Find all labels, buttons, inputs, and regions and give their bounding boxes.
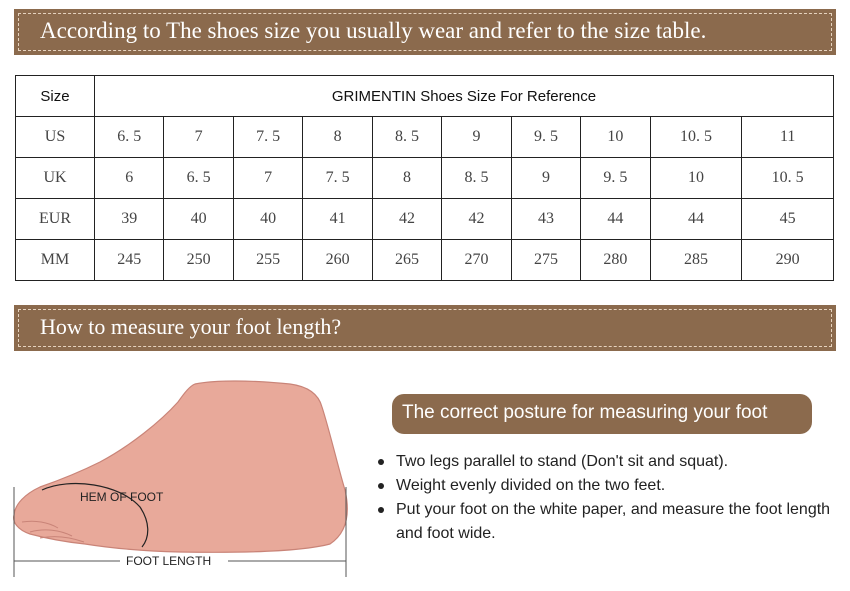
size-cell: 250 — [164, 240, 233, 281]
bullet-text: Two legs parallel to stand (Don't sit and squat). — [396, 453, 729, 470]
size-cell: 11 — [742, 117, 834, 158]
list-item — [374, 498, 844, 546]
size-cell: 10. 5 — [742, 158, 834, 199]
size-table — [15, 75, 834, 281]
posture-title-pill — [392, 394, 812, 434]
size-cell: 8. 5 — [372, 117, 441, 158]
size-cell: 6 — [95, 158, 164, 199]
size-cell: 255 — [233, 240, 302, 281]
foot-illustration — [14, 381, 348, 552]
size-cell: 8. 5 — [442, 158, 511, 199]
size-cell: 285 — [650, 240, 742, 281]
size-cell: 290 — [742, 240, 834, 281]
foot-length-label: FOOT LENGTH — [126, 554, 212, 568]
size-cell: 8 — [303, 117, 372, 158]
list-item — [374, 474, 844, 498]
measure-banner — [14, 305, 836, 351]
size-cell: 39 — [95, 199, 164, 240]
posture-title: The correct posture for measuring your foot — [402, 402, 768, 423]
size-table-banner — [14, 9, 836, 55]
size-cell: 9. 5 — [511, 117, 580, 158]
bullet-text: Put your foot on the white paper, and measure the foot length and foot wide. — [396, 501, 831, 542]
size-cell: 7. 5 — [233, 117, 302, 158]
row-label-cell: UK — [16, 158, 95, 199]
size-cell: 45 — [742, 199, 834, 240]
measure-heading: How to measure your foot length? — [40, 314, 342, 339]
size-cell: 44 — [581, 199, 650, 240]
size-cell: 44 — [650, 199, 742, 240]
size-cell: 7. 5 — [303, 158, 372, 199]
size-cell: 275 — [511, 240, 580, 281]
bullet-icon — [378, 483, 384, 489]
bullet-text: Weight evenly divided on the two feet. — [396, 477, 666, 494]
bullet-icon — [378, 459, 384, 465]
size-cell: 9 — [442, 117, 511, 158]
table-row — [16, 199, 834, 240]
size-cell: 7 — [164, 117, 233, 158]
row-label-cell: EUR — [16, 199, 95, 240]
size-cell: 10 — [650, 158, 742, 199]
table-header-row — [16, 76, 834, 117]
size-cell: 8 — [372, 158, 441, 199]
hem-of-foot-label: HEM OF FOOT — [80, 490, 164, 504]
size-cell: 245 — [95, 240, 164, 281]
size-cell: 6. 5 — [164, 158, 233, 199]
size-cell: 40 — [233, 199, 302, 240]
size-cell: 6. 5 — [95, 117, 164, 158]
size-cell: 42 — [372, 199, 441, 240]
size-cell: 10. 5 — [650, 117, 742, 158]
row-label-cell: US — [16, 117, 95, 158]
size-cell: 7 — [233, 158, 302, 199]
size-cell: 9 — [511, 158, 580, 199]
foot-diagram — [0, 372, 360, 591]
size-cell: 280 — [581, 240, 650, 281]
size-cell: 43 — [511, 199, 580, 240]
size-cell: 42 — [442, 199, 511, 240]
size-cell: 40 — [164, 199, 233, 240]
table-row — [16, 158, 834, 199]
row-label-cell: MM — [16, 240, 95, 281]
posture-bullet-list — [374, 450, 844, 546]
bullet-icon — [378, 507, 384, 513]
size-table-heading: According to The shoes size you usually wear and refer to the size table. — [40, 18, 707, 43]
table-row — [16, 117, 834, 158]
size-cell: 270 — [442, 240, 511, 281]
size-cell: 9. 5 — [581, 158, 650, 199]
size-cell: 265 — [372, 240, 441, 281]
table-body — [16, 117, 834, 281]
table-title-cell: GRIMENTIN Shoes Size For Reference — [95, 76, 834, 117]
table-row — [16, 240, 834, 281]
size-header-cell: Size — [16, 76, 95, 117]
size-cell: 260 — [303, 240, 372, 281]
size-cell: 41 — [303, 199, 372, 240]
list-item — [374, 450, 844, 474]
size-cell: 10 — [581, 117, 650, 158]
